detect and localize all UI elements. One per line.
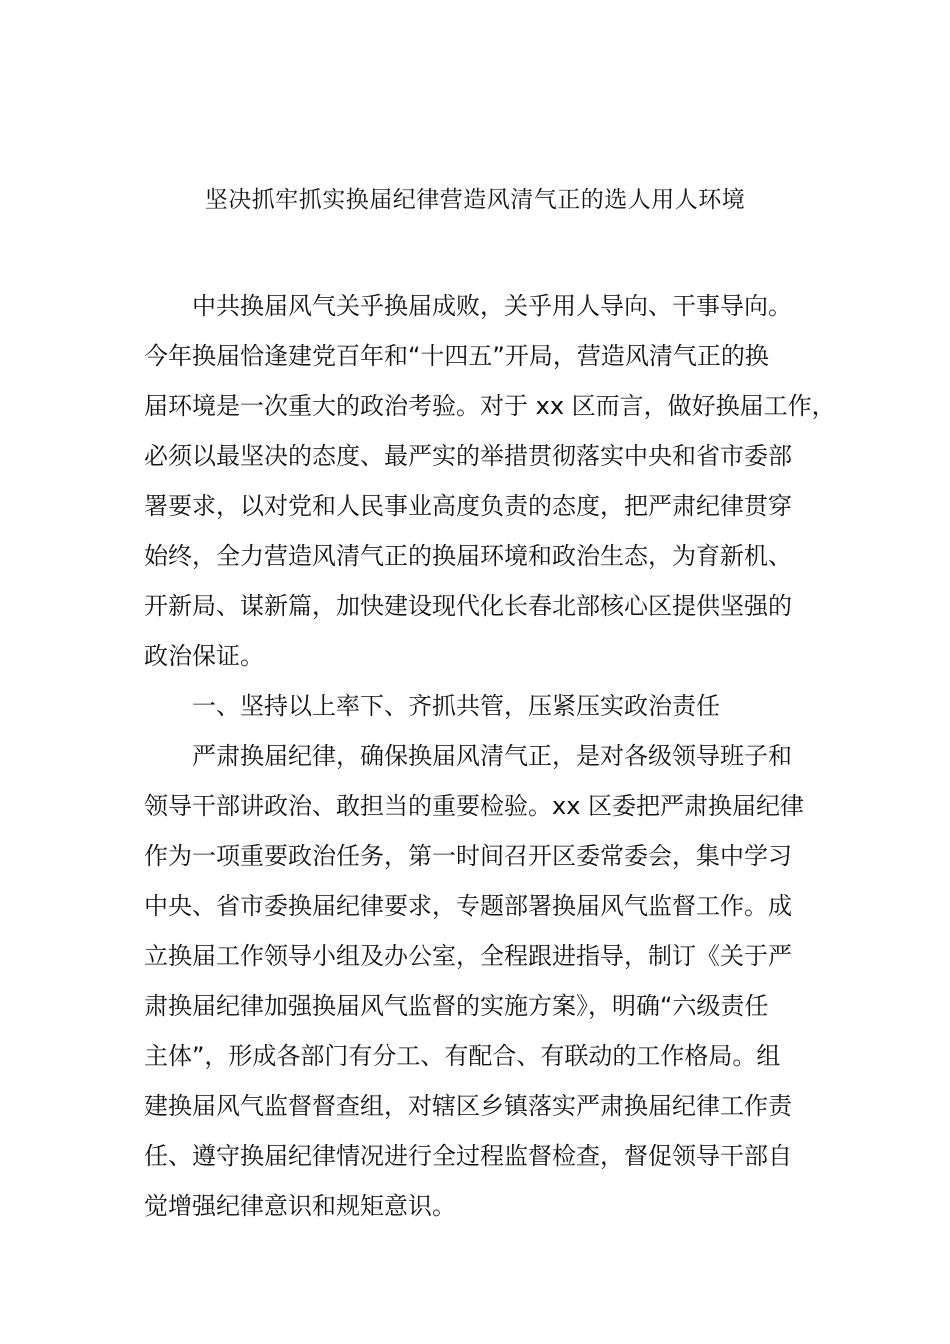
paragraph-line: 开新局、谋新篇，加快建设现代化长春北部核心区提供坚强的: [144, 592, 792, 620]
paragraph-line: 中央、省市委换届纪律要求，专题部署换届风气监督工作。成: [144, 892, 792, 920]
paragraph-line: 建换届风气监督督查组，对辖区乡镇落实严肃换届纪律工作责: [144, 1092, 792, 1120]
paragraph-line: 主体”，形成各部门有分工、有配合、有联动的工作格局。组: [144, 1042, 781, 1070]
paragraph-line: 领导干部讲政治、敢担当的重要检验。xx 区委把严肃换届纪律: [144, 792, 805, 820]
paragraph-line: 作为一项重要政治任务，第一时间召开区委常委会，集中学习: [144, 842, 792, 870]
paragraph-line: 届环境是一次重大的政治考验。对于 xx 区而言，做好换届工作，: [144, 392, 836, 420]
paragraph-line: 今年换届恰逢建党百年和“十四五”开局，营造风清气正的换: [144, 342, 769, 370]
paragraph-line: 立换届工作领导小组及办公室，全程跟进指导，制订《关于严: [144, 942, 792, 970]
paragraph-line: 任、遵守换届纪律情况进行全过程监督检查，督促领导干部自: [144, 1142, 792, 1170]
paragraph-line: 中共换届风气关乎换届成败，关乎用人导向、干事导向。: [192, 292, 792, 320]
paragraph-line: 觉增强纪律意识和规矩意识。: [144, 1192, 456, 1220]
paragraph-line: 严肃换届纪律，确保换届风清气正，是对各级领导班子和: [192, 742, 792, 770]
paragraph-line: 必须以最坚决的态度、最严实的举措贯彻落实中央和省市委部: [144, 442, 792, 470]
section-heading: 一、坚持以上率下、齐抓共管，压紧压实政治责任: [192, 692, 720, 720]
paragraph-line: 署要求，以对党和人民事业高度负责的态度，把严肃纪律贯穿: [144, 492, 792, 520]
paragraph-line: 始终，全力营造风清气正的换届环境和政治生态，为育新机、: [144, 542, 792, 570]
paragraph-line: 政治保证。: [144, 642, 264, 670]
document-body: [144, 281, 836, 1231]
paragraph-line: 肃换届纪律加强换届风气监督的实施方案》，明确“六级责任: [144, 992, 769, 1020]
document-title: 坚决抓牢抓实换届纪律营造风清气正的选人用人环境: [204, 187, 746, 213]
